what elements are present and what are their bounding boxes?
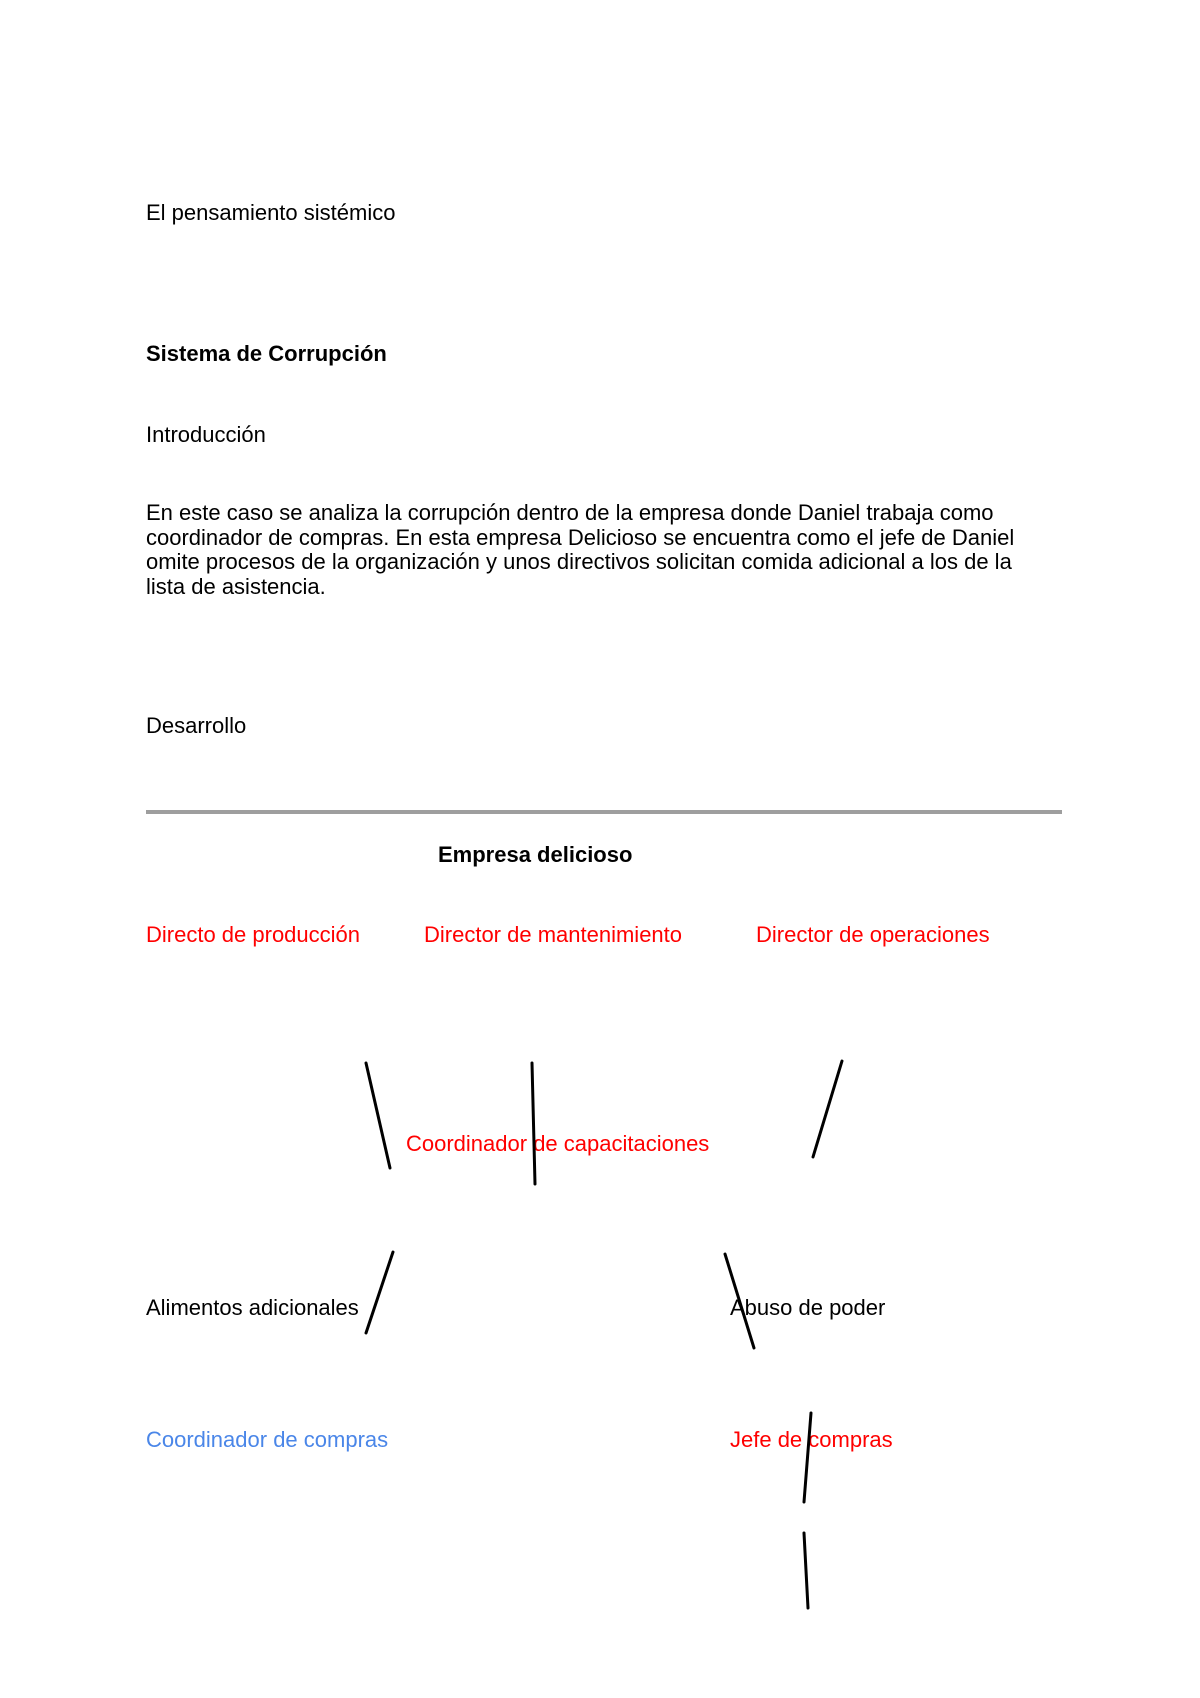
section-heading-development: Desarrollo: [146, 713, 247, 738]
director-production-label: Directo de producción: [146, 922, 361, 947]
section-heading-intro: Introducción: [146, 422, 266, 447]
connector-line: [725, 1254, 754, 1348]
connector-line: [366, 1063, 390, 1168]
connector-line: [804, 1413, 811, 1502]
training-coordinator-label: Coordinador de capacitaciones: [406, 1131, 710, 1156]
additional-food-label: Alimentos adicionales: [146, 1295, 359, 1320]
director-maintenance-label: Director de mantenimiento: [424, 922, 683, 947]
document-subtitle: El pensamiento sistémico: [146, 200, 396, 225]
abuse-of-power-label: Abuso de poder: [730, 1295, 886, 1320]
purchasing-coordinator-label: Coordinador de compras: [146, 1427, 389, 1452]
diagram-heading: Empresa delicioso: [438, 842, 633, 867]
document-title: Sistema de Corrupción: [146, 341, 387, 366]
purchasing-chief-label: Jefe de compras: [730, 1427, 893, 1452]
intro-paragraph: En este caso se analiza la corrupción dentro de la empresa donde Daniel trabaja como coordinador de compras. En esta empresa Delicioso se encuentra como el jefe de Daniel omite procesos de la organización y unos directivos solicitan comida adicional a los de la lista de asistencia.: [146, 500, 1015, 599]
connector-line: [813, 1061, 842, 1157]
connector-line: [366, 1252, 393, 1333]
connector-line: [804, 1533, 808, 1608]
connector-line: [532, 1063, 535, 1184]
director-operations-label: Director de operaciones: [756, 922, 990, 947]
